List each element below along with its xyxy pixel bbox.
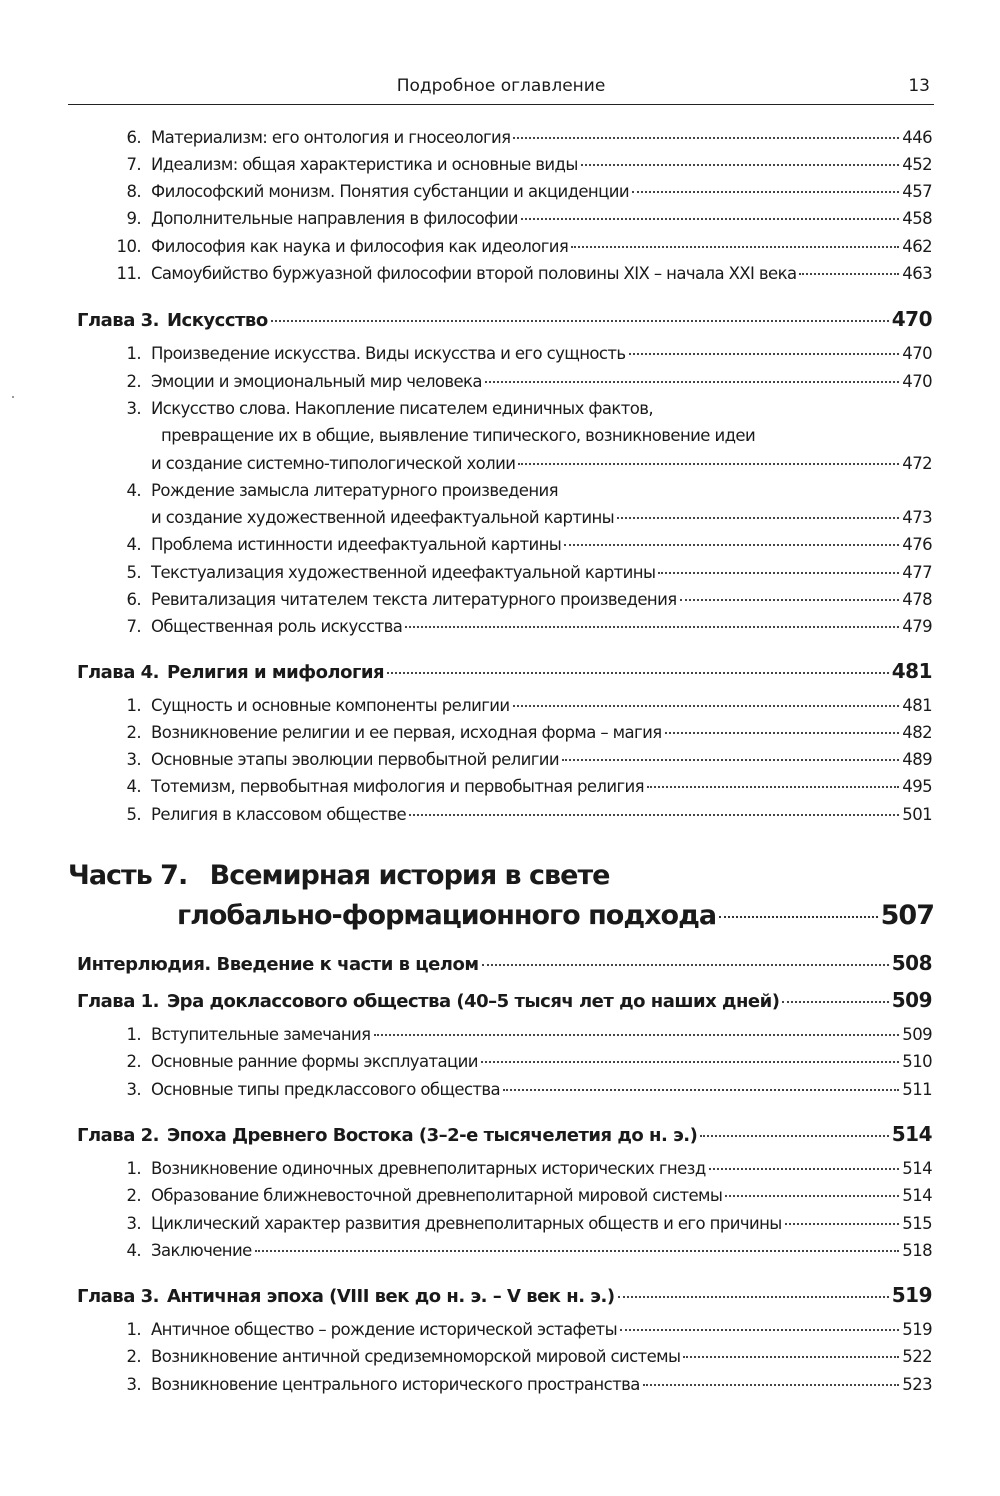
entry-title: Произведение искусства. Виды искусства и его сущность (151, 344, 626, 363)
entry-page: 472 (902, 454, 932, 473)
part-page: 507 (880, 900, 934, 931)
entry-title: Основные ранние формы эксплуатации (151, 1052, 478, 1071)
toc-entry[interactable] (0, 1186, 1000, 1205)
entry-title: Религия в классовом обществе (151, 805, 406, 824)
entry-title-line: Рождение замысла литературного произведения (151, 481, 558, 500)
interlude-page: 508 (891, 951, 932, 975)
page-number: 13 (908, 76, 930, 96)
chapter-heading[interactable] (0, 307, 1000, 331)
entry-number: 2. (126, 1052, 141, 1071)
leader-dots (620, 1329, 899, 1331)
entry-title: Идеализм: общая характеристика и основные виды (151, 155, 578, 174)
entry-number: 4. (126, 481, 141, 500)
entry-number: 6. (126, 128, 141, 147)
leader-dots (785, 1223, 900, 1225)
chapter-heading[interactable] (0, 1122, 1000, 1146)
toc-entry[interactable] (0, 182, 1000, 201)
leader-dots (617, 517, 899, 519)
entry-number: 2. (126, 1347, 141, 1366)
leader-dots (632, 191, 899, 193)
entry-page: 519 (902, 1320, 932, 1339)
part-heading[interactable] (68, 860, 609, 891)
entry-title: Философский монизм. Понятия субстанции и акциденции (151, 182, 630, 201)
entry-page: 514 (902, 1159, 932, 1178)
leader-dots (521, 218, 899, 220)
entry-page: 478 (902, 590, 932, 609)
entry-page: 477 (902, 563, 932, 582)
toc-entry[interactable] (0, 1052, 1000, 1071)
entry-page: 495 (902, 777, 932, 796)
toc-entry[interactable] (0, 1025, 1000, 1044)
toc-entry[interactable] (0, 1080, 1000, 1099)
entry-number: 4. (126, 777, 141, 796)
entry-page: 476 (902, 535, 932, 554)
entry-page: 473 (902, 508, 932, 527)
chapter-label: Глава 2. (77, 1125, 159, 1146)
entry-number: 2. (126, 372, 141, 391)
part-label: Часть 7. (68, 860, 188, 891)
running-title: Подробное оглавление (396, 76, 606, 96)
entry-number: 3. (126, 399, 141, 418)
entry-page: 489 (902, 750, 932, 769)
toc-entry[interactable] (0, 1347, 1000, 1366)
entry-page: 482 (902, 723, 932, 742)
toc-entry-continuation[interactable] (0, 454, 1000, 473)
entry-page: 458 (902, 209, 932, 228)
entry-number: 8. (126, 182, 141, 201)
toc-entry[interactable] (0, 344, 1000, 363)
chapter-label: Глава 3. (77, 310, 159, 331)
entry-title: Общественная роль искусства (151, 617, 403, 636)
chapter-title: Эра доклассового общества (40–5 тысяч лет до наших дней) (166, 991, 780, 1012)
interlude-heading[interactable] (0, 951, 1000, 975)
entry-page: 462 (902, 237, 932, 256)
entry-number: 9. (126, 209, 141, 228)
entry-title: Сущность и основные компоненты религии (151, 696, 510, 715)
entry-title: Проблема истинности идеефактуальной картины (151, 535, 562, 554)
entry-page: 523 (902, 1375, 932, 1394)
leader-dots (503, 1089, 899, 1091)
chapter-page: 514 (891, 1122, 932, 1146)
entry-number: 1. (126, 1159, 141, 1178)
entry-number: 3. (126, 1080, 141, 1099)
toc-entry[interactable] (0, 372, 1000, 391)
toc-entry[interactable] (0, 237, 1000, 256)
leader-dots (643, 1384, 900, 1386)
entry-number: 2. (126, 723, 141, 742)
entry-number: 3. (126, 750, 141, 769)
leader-dots (700, 1135, 888, 1137)
entry-page: 518 (902, 1241, 932, 1260)
entry-page: 470 (902, 344, 932, 363)
toc-entry[interactable] (0, 563, 1000, 582)
leader-dots (782, 1001, 888, 1003)
entry-title-line: превращение их в общие, выявление типического, возникновение идеи (161, 426, 756, 445)
entry-number: 5. (126, 563, 141, 582)
entry-page: 470 (902, 372, 932, 391)
entry-title: Эмоции и эмоциональный мир человека (151, 372, 482, 391)
chapter-label: Глава 1. (77, 991, 159, 1012)
entry-title: Вступительные замечания (151, 1025, 371, 1044)
leader-dots (799, 273, 899, 275)
leader-dots (518, 463, 899, 465)
entry-title: Возникновение центрального исторического пространства (151, 1375, 640, 1394)
chapter-heading[interactable] (0, 988, 1000, 1012)
toc-entry[interactable] (0, 399, 1000, 418)
leader-dots (725, 1195, 899, 1197)
entry-title: Возникновение религии и ее первая, исходная форма – магия (151, 723, 662, 742)
entry-number: 3. (126, 1214, 141, 1233)
entry-page: 501 (902, 805, 932, 824)
entry-title: Образование ближневосточной древнеполитарной мировой системы (151, 1186, 723, 1205)
leader-dots (405, 626, 899, 628)
toc-entry[interactable] (0, 617, 1000, 636)
entry-number: 1. (126, 344, 141, 363)
leader-dots (564, 544, 899, 546)
entry-title: Философия как наука и философия как идеология (151, 237, 569, 256)
toc-entry[interactable] (0, 155, 1000, 174)
entry-number: 3. (126, 1375, 141, 1394)
entry-title: Циклический характер развития древнеполитарных обществ и его причины (151, 1214, 782, 1233)
part-title-line: Всемирная история в свете (209, 860, 610, 891)
entry-number: 7. (126, 617, 141, 636)
toc-entry[interactable] (0, 1375, 1000, 1394)
leader-dots (658, 572, 899, 574)
chapter-heading[interactable] (0, 659, 1000, 683)
toc-entry[interactable] (0, 777, 1000, 796)
leader-dots (665, 732, 900, 734)
toc-entry[interactable] (0, 805, 1000, 824)
entry-number: 6. (126, 590, 141, 609)
entry-title: Дополнительные направления в философии (151, 209, 518, 228)
leader-dots (387, 672, 889, 674)
entry-title: Античное общество – рождение исторической эстафеты (151, 1320, 617, 1339)
leader-dots (683, 1356, 899, 1358)
leader-dots (562, 759, 899, 761)
entry-title: Ревитализация читателем текста литературного произведения (151, 590, 677, 609)
toc-entry[interactable] (0, 1214, 1000, 1233)
entry-title: Текстуализация художественной идеефактуальной картины (151, 563, 656, 582)
entry-title: Заключение (151, 1241, 252, 1260)
leader-dots (271, 320, 889, 322)
entry-page: 457 (902, 182, 932, 201)
page-header (68, 76, 934, 105)
chapter-title: Эпоха Древнего Востока (3–2-е тысячелетия до н. э.) (166, 1125, 698, 1146)
leader-dots (513, 137, 899, 139)
chapter-page: 519 (891, 1283, 932, 1307)
entry-title: Тотемизм, первобытная мифология и первобытная религия (151, 777, 645, 796)
entry-number: 4. (126, 1241, 141, 1260)
chapter-title: Религия и мифология (166, 662, 385, 683)
toc-entry[interactable] (0, 723, 1000, 742)
toc-entry[interactable] (0, 1320, 1000, 1339)
chapter-label: Глава 3. (77, 1286, 159, 1307)
chapter-title: Искусство (166, 310, 268, 331)
toc-entry[interactable] (0, 481, 1000, 500)
entry-page: 511 (902, 1080, 932, 1099)
entry-number: 4. (126, 535, 141, 554)
toc-entry[interactable] (0, 535, 1000, 554)
entry-page: 452 (902, 155, 932, 174)
toc-entry-continuation[interactable] (0, 508, 1000, 527)
leader-dots (374, 1034, 900, 1036)
interlude-title: Интерлюдия. Введение к части в целом (77, 954, 479, 975)
leader-dots (255, 1250, 900, 1252)
entry-page: 522 (902, 1347, 932, 1366)
entry-number: 1. (126, 696, 141, 715)
entry-page: 510 (902, 1052, 932, 1071)
entry-number: 11. (116, 264, 141, 283)
chapter-page: 509 (891, 988, 932, 1012)
leader-dots (409, 814, 899, 816)
leader-dots (571, 246, 899, 248)
chapter-label: Глава 4. (77, 662, 159, 683)
leader-dots (629, 353, 900, 355)
chapter-page: 470 (891, 307, 932, 331)
leader-dots (709, 1168, 900, 1170)
leader-dots (513, 705, 900, 707)
entry-title: Возникновение одиночных древнеполитарных исторических гнезд (151, 1159, 706, 1178)
entry-number: 5. (126, 805, 141, 824)
entry-page: 514 (902, 1186, 932, 1205)
chapter-title: Античная эпоха (VIII век до н. э. – V век н. э.) (166, 1286, 615, 1307)
entry-title-line: и создание художественной идеефактуальной картины (151, 508, 615, 527)
entry-title: Возникновение античной средиземноморской мировой системы (151, 1347, 681, 1366)
chapter-heading[interactable] (0, 1283, 1000, 1307)
chapter-page: 481 (891, 659, 932, 683)
entry-page: 463 (902, 264, 932, 283)
entry-title: Материализм: его онтология и гносеология (151, 128, 511, 147)
leader-dots (481, 1061, 899, 1063)
scan-speck (12, 396, 14, 398)
leader-dots (485, 381, 899, 383)
leader-dots (482, 964, 889, 966)
entry-title-line: Искусство слова. Накопление писателем единичных фактов, (151, 399, 654, 418)
toc-entry[interactable] (0, 1241, 1000, 1260)
toc-entry[interactable] (0, 590, 1000, 609)
toc-entry[interactable] (0, 696, 1000, 715)
entry-title-line: и создание системно-типологической холии (151, 454, 516, 473)
toc-entry[interactable] (0, 264, 1000, 283)
entry-number: 2. (126, 1186, 141, 1205)
entry-title: Основные типы предклассового общества (151, 1080, 501, 1099)
toc-entry[interactable] (0, 1159, 1000, 1178)
entry-number: 1. (126, 1320, 141, 1339)
entry-page: 479 (902, 617, 932, 636)
entry-page: 515 (902, 1214, 932, 1233)
toc-entry[interactable] (0, 750, 1000, 769)
entry-number: 1. (126, 1025, 141, 1044)
toc-entry[interactable] (0, 128, 1000, 147)
leader-dots (647, 786, 899, 788)
entry-number: 7. (126, 155, 141, 174)
leader-dots (680, 599, 900, 601)
entry-title: Основные этапы эволюции первобытной религии (151, 750, 560, 769)
entry-number: 10. (116, 237, 141, 256)
leader-dots (618, 1296, 889, 1298)
toc-entry[interactable] (0, 209, 1000, 228)
entry-title: Самоубийство буржуазной философии второй половины XIX – начала XXI века (151, 264, 797, 283)
entry-page: 481 (902, 696, 932, 715)
part-heading-continuation[interactable] (177, 900, 934, 931)
entry-page: 446 (902, 128, 932, 147)
entry-page: 509 (902, 1025, 932, 1044)
leader-dots (719, 916, 878, 918)
part-title-line: глобально-формационного подхода (177, 900, 717, 931)
leader-dots (581, 164, 900, 166)
